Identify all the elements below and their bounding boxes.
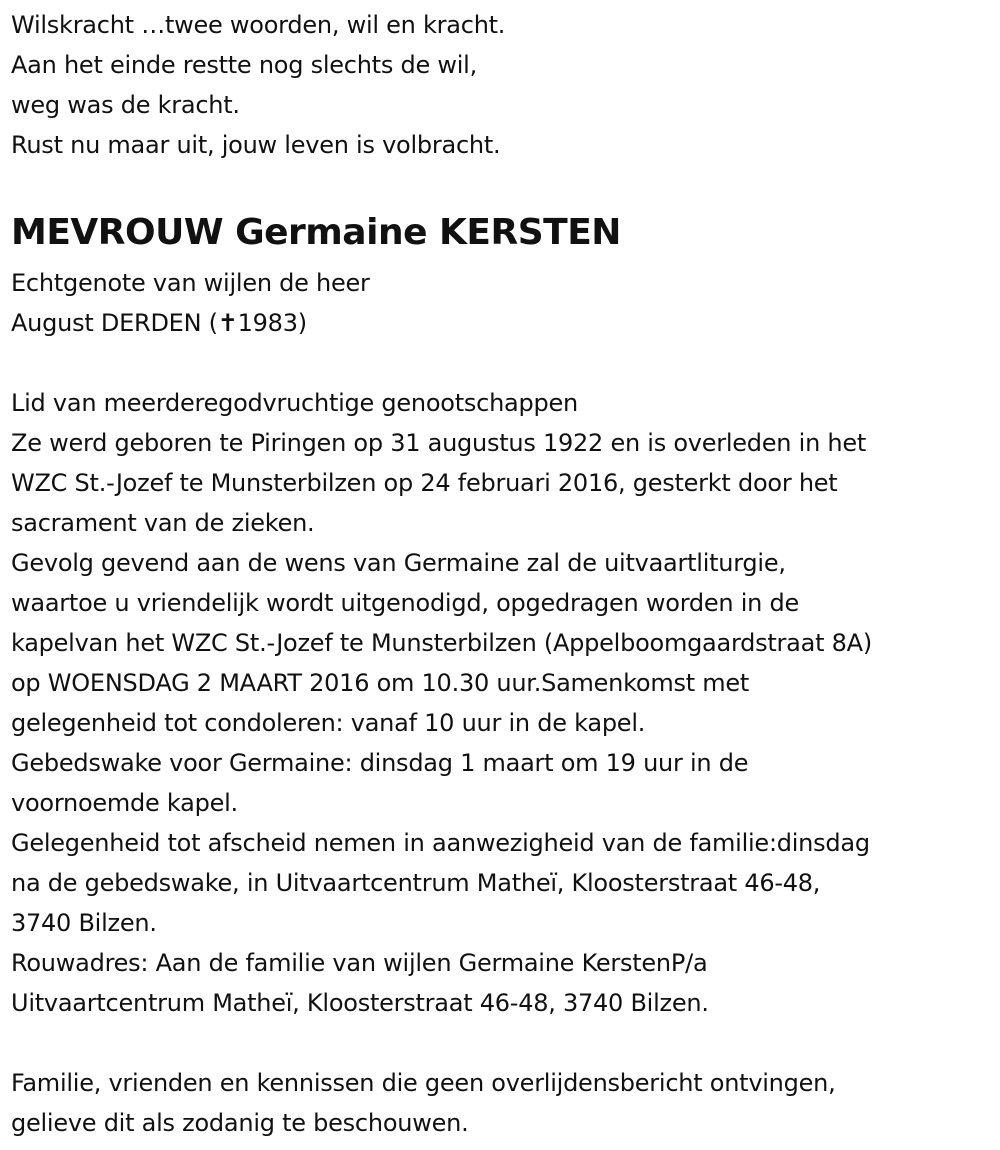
body-line: waartoe u vriendelijk wordt uitgenodigd, opgedragen worden in de — [11, 589, 799, 617]
spacer — [11, 1023, 996, 1063]
spouse-line: Echtgenote van wijlen de heer — [11, 269, 370, 297]
body-line: sacrament van de zieken. — [11, 509, 315, 537]
body-line: gelegenheid tot condoleren: vanaf 10 uur in de kapel. — [11, 709, 646, 737]
body-line: Gevolg gevend aan de wens van Germaine zal de uitvaartliturgie, — [11, 549, 786, 577]
body-line: 3740 Bilzen. — [11, 909, 157, 937]
spouse-line: August DERDEN (✝1983) — [11, 309, 307, 337]
poem-line: Rust nu maar uit, jouw leven is volbracht. — [11, 131, 501, 159]
poem — [11, 5, 996, 165]
deceased-name: MEVROUW Germaine KERSTEN — [11, 212, 621, 253]
body-line: op WOENSDAG 2 MAART 2016 om 10.30 uur.Samenkomst met — [11, 669, 750, 697]
body-line: Gebedswake voor Germaine: dinsdag 1 maart om 19 uur in de — [11, 749, 749, 777]
body-line: kapelvan het WZC St.-Jozef te Munsterbilzen (Appelboomgaardstraat 8A) — [11, 629, 872, 657]
body-line: Rouwadres: Aan de familie van wijlen Germaine KerstenP/a — [11, 949, 708, 977]
body-line: Ze werd geboren te Piringen op 31 augustus 1922 en is overleden in het — [11, 429, 867, 457]
poem-line: Aan het einde restte nog slechts de wil, — [11, 51, 477, 79]
body-line: voornoemde kapel. — [11, 789, 238, 817]
obituary-notice — [11, 5, 996, 1143]
body-line: Gelegenheid tot afscheid nemen in aanwezigheid van de familie:dinsdag — [11, 829, 870, 857]
spouse-info — [11, 263, 996, 343]
closing-note — [11, 1063, 996, 1143]
spacer — [11, 343, 996, 383]
closing-line: gelieve dit als zodanig te beschouwen. — [11, 1109, 469, 1137]
body-line: Lid van meerderegodvruchtige genootschappen — [11, 389, 578, 417]
body-line: WZC St.-Jozef te Munsterbilzen op 24 februari 2016, gesterkt door het — [11, 469, 838, 497]
spacer — [11, 165, 996, 205]
body-line: na de gebedswake, in Uitvaartcentrum Matheï, Kloosterstraat 46-48, — [11, 869, 821, 897]
notice-body — [11, 383, 996, 1023]
poem-line: weg was de kracht. — [11, 91, 240, 119]
closing-line: Familie, vrienden en kennissen die geen overlijdensbericht ontvingen, — [11, 1069, 836, 1097]
body-line: Uitvaartcentrum Matheï, Kloosterstraat 46-48, 3740 Bilzen. — [11, 989, 709, 1017]
poem-line: Wilskracht …twee woorden, wil en kracht. — [11, 11, 506, 39]
